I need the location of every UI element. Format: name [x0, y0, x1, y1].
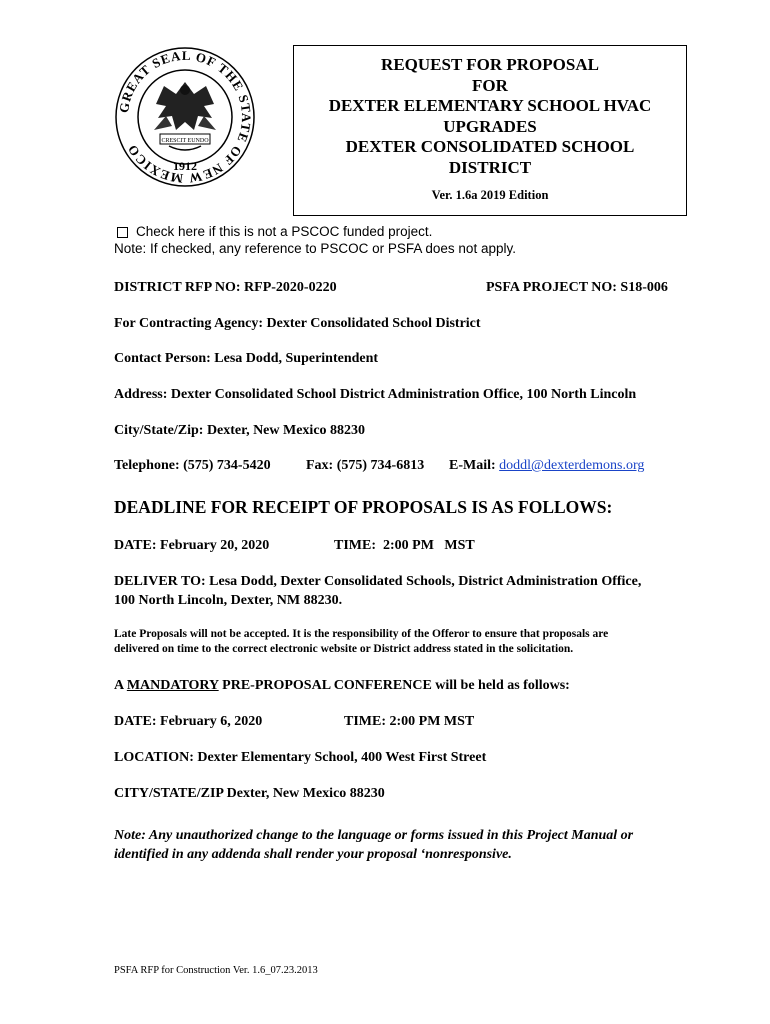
psfa-project-number: PSFA PROJECT NO: S18-006	[486, 280, 668, 295]
seal-motto: CRESCIT EUNDO	[161, 138, 209, 144]
footer-text: PSFA RFP for Construction Ver. 1.6_07.23.2013	[114, 965, 318, 976]
late-proposals-line-1: Late Proposals will not be accepted. It is the responsibility of the Offeror to ensure that proposals are	[114, 628, 609, 640]
city-state-zip: City/State/Zip: Dexter, New Mexico 88230	[114, 423, 366, 438]
address: Address: Dexter Consolidated School District Administration Office, 100 North Lincoln	[114, 387, 637, 402]
title-line: REQUEST FOR PROPOSAL	[381, 55, 599, 74]
title-line: UPGRADES	[443, 116, 537, 136]
deadline-heading: DEADLINE FOR RECEIPT OF PROPOSALS IS AS FOLLOWS:	[114, 497, 613, 517]
conference-date: DATE: February 6, 2020	[114, 714, 263, 729]
email-link[interactable]: doddl@dexterdemons.org	[499, 458, 645, 473]
conference-suffix: PRE-PROPOSAL CONFERENCE will be held as follows:	[218, 678, 570, 693]
conference-heading	[114, 678, 570, 694]
pscoc-checkbox[interactable]	[117, 227, 128, 238]
late-proposals-line-2: delivered on time to the correct electronic website or District address stated in the solicitation.	[114, 643, 574, 655]
contracting-agency: For Contracting Agency: Dexter Consolidated School District	[114, 316, 481, 331]
conference-time: TIME: 2:00 PM MST	[344, 714, 475, 729]
title-line: FOR	[472, 75, 508, 95]
fax: Fax: (575) 734-6813	[306, 458, 425, 473]
pscoc-note: Note: If checked, any reference to PSCOC or PSFA does not apply.	[114, 241, 516, 256]
title-line: DISTRICT	[448, 157, 532, 177]
deliver-to-line-1: DELIVER TO: Lesa Dodd, Dexter Consolidated Schools, District Administration Office,	[114, 574, 642, 589]
seal-ring-text: GREAT SEAL OF THE STATE OF NEW MEXICO	[115, 47, 255, 187]
seal-year: 1912	[173, 159, 197, 173]
conference-location: LOCATION: Dexter Elementary School, 400 West First Street	[114, 750, 487, 765]
email-row	[449, 458, 644, 474]
note-line-1: Note: Any unauthorized change to the language or forms issued in this Project Manual or	[114, 828, 634, 843]
conference-city: CITY/STATE/ZIP Dexter, New Mexico 88230	[114, 786, 385, 801]
district-rfp-number: DISTRICT RFP NO: RFP-2020-0220	[114, 280, 337, 295]
conference-prefix: A	[114, 678, 127, 693]
version-text: Ver. 1.6a 2019 Edition	[431, 188, 549, 202]
title-line: DEXTER CONSOLIDATED SCHOOL	[345, 137, 635, 156]
deadline-date: DATE: February 20, 2020	[114, 538, 270, 553]
title-box	[293, 45, 687, 216]
deliver-to-line-2: 100 North Lincoln, Dexter, NM 88230.	[114, 593, 343, 608]
pscoc-checkbox-label: Check here if this is not a PSCOC funded project.	[136, 224, 433, 239]
email-label: E-Mail:	[449, 458, 496, 473]
mandatory-text: MANDATORY	[126, 678, 219, 693]
eagle-icon	[154, 82, 216, 130]
title-line: DEXTER ELEMENTARY SCHOOL HVAC	[328, 96, 652, 115]
telephone: Telephone: (575) 734-5420	[114, 458, 271, 473]
state-seal-logo	[114, 46, 256, 188]
deadline-time: TIME: 2:00 PM MST	[334, 538, 475, 553]
note-line-2: identified in any addenda shall render your proposal ‘nonresponsive.	[114, 847, 512, 862]
contact-person: Contact Person: Lesa Dodd, Superintendent	[114, 351, 379, 366]
